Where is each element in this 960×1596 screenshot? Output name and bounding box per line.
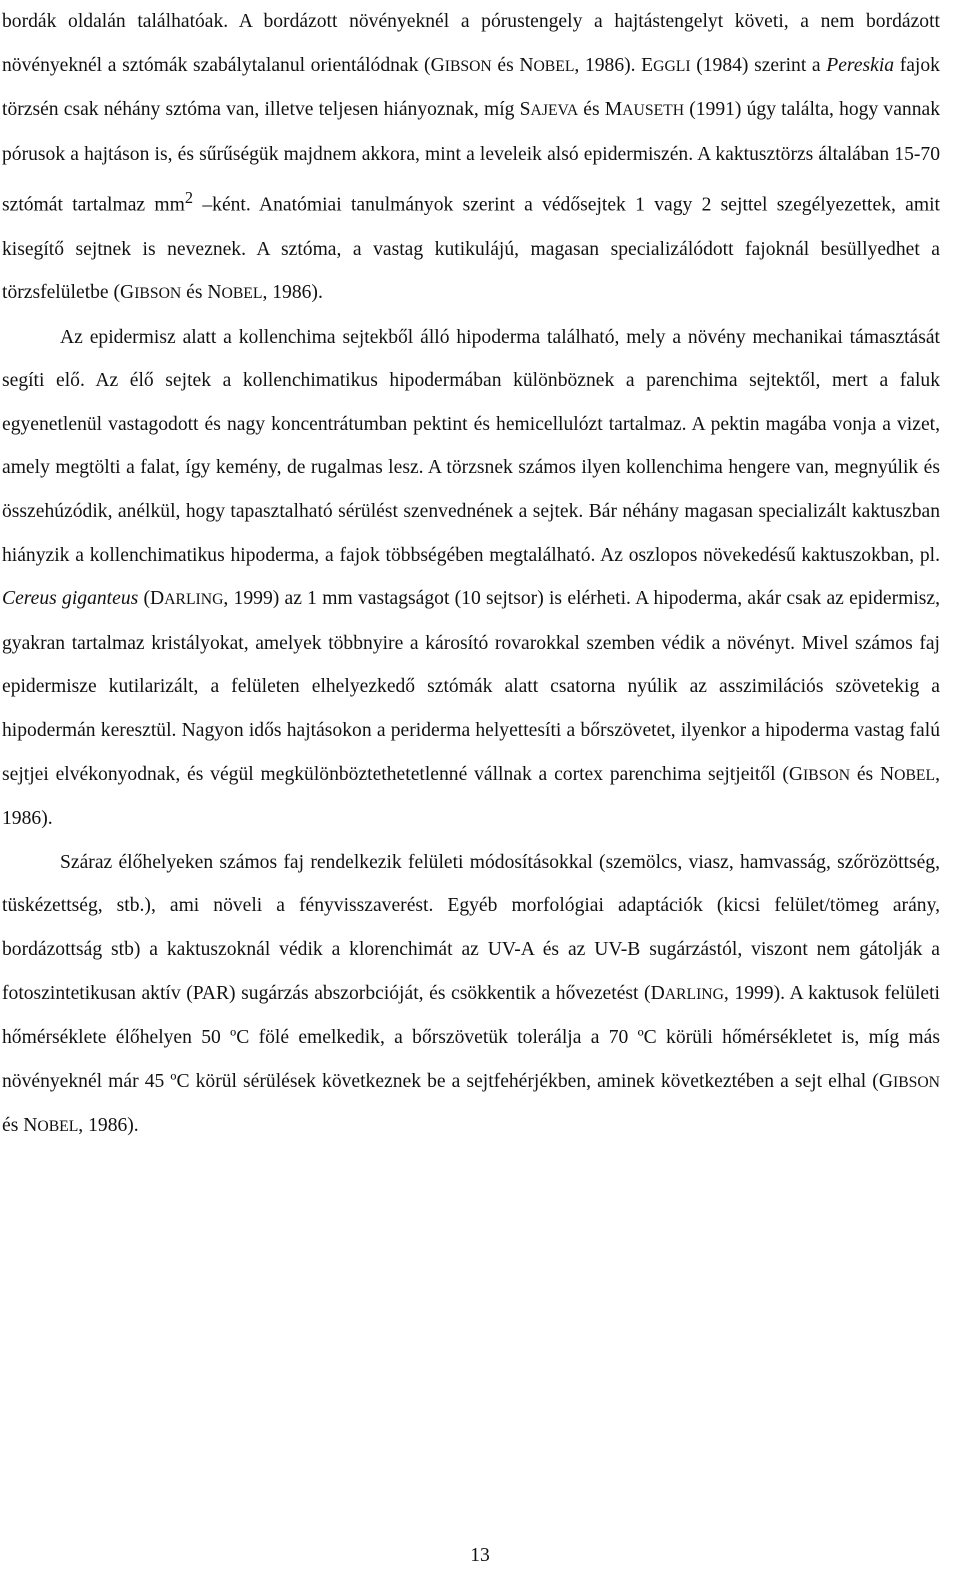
author-name: AUSETH [622,102,685,120]
text-run: , 1986). [2,763,940,830]
text-run: és N [491,54,534,76]
species-name: Cereus giganteus [2,588,139,610]
author-name: OBEL [221,285,263,303]
text-run: Az epidermisz alatt a kollenchima sejtekből álló hipoderma található, mely a növény mechanikai támasztását segíti elő. Az élő sejtek a kollenchimatikus hipodermában különböznek a parenchima sejtektől, mert a faluk egyenetlenül vastagodott és nagy koncentrátumban pektint és hemicellulózt tartalmaz. A pektin magába vonja a vizet, amely megtölti a falat, így kemény, de rugalmas lesz. A törzsnek számos ilyen kollenchima hengere van, megnyúlik és összehúzódik, anélkül, hogy tapasztalható sérülést szenvednének a sejtek. Bár néhány magasan specializált kaktuszban hiányzik a kollenchimatikus hipoderma, a fajok többségében megtalálható. Az oszlopos növekedésű kaktuszokban, pl. [2,326,940,566]
author-name: OBEL [533,57,575,75]
text-run: , 1986). E [574,54,654,76]
text-run: és N [181,282,222,304]
species-name: Pereskia [826,54,895,76]
page-number: 13 [470,1545,490,1566]
text-run: fajok törzsén csak néhány sztóma van, illetve teljesen hiányoznak, míg S [2,54,940,121]
text-run: (1984) szerint a [690,54,827,76]
text-run: (1991) úgy találta, hogy vannak pórusok a hajtáson is, és sűrűségük majdnem akkora, mint a leveleik alsó epidermiszén. A kaktusztörzs általában 15-70 sztómát tartalmaz mm [2,99,941,216]
text-run: , 1999) az 1 mm vastagságot (10 sejtsor) is elérheti. A hipoderma, akár csak az epidermisz, gyakran tartalmaz kristályokat, amelyek többnyire a károsító rovarokkal szemben védik a növényt. Mivel számos faj epidermisze kutilarizált, a felületen elhelyezkedő sztómák alatt csatorna nyúlik az asszimilációs szövetekig a hipodermán keresztül. Nagyon idős hajtásokon a periderma helyettesíti a bőrszövetet, ilyenkor a hipoderma vastag falú sejtjei elvékonyodnak, és végül megkülönböztethetetlenné vállnak a cortex parenchima sejtjeitől (G [2,588,940,785]
text-run: , 1986). [262,282,323,304]
text-run: , 1999). A kaktusok felületi hőmérséklete élőhelyen 50 ºC fölé emelkedik, a bőrszövetük tolerálja a 70 ºC körüli hőmérsékletet is, míg más növényeknél már 45 ºC körül sérülések következnek be a sejtfehérjékben, aminek következtében a sejt elhal (G [2,982,940,1092]
author-name: ARLING [664,985,724,1003]
paragraph-hypoderm [2,316,940,841]
body-text [2,0,940,1149]
author-name: AJEVA [530,102,579,120]
text-run: és M [578,99,623,121]
author-name: IBSON [444,57,492,75]
paragraph-surface-adaptations [2,841,940,1149]
author-name: IBSON [803,766,851,784]
author-name: GGLI [653,57,691,75]
author-name: ARLING [164,591,224,609]
text-run: és N [2,1115,38,1137]
text-run: –ként. Anatómiai tanulmányok szerint a védősejtek 1 vagy 2 sejttel szegélyezettek, amit kisegítő sejtnek is neveznek. A sztóma, a vastag kutikulájú, magasan specializálódott fajoknál besüllyedhet a törzsfelületbe (G [2,194,940,304]
superscript: 2 [184,188,194,208]
text-run: és N [850,763,895,785]
text-run: bordák oldalán találhatóak. A bordázott növényeknél a pórustengely a hajtástengelyt követi, a nem bordázott növényeknél a sztómák szabálytalanul orientálódnak (G [2,11,940,76]
text-run: (D [138,588,165,610]
text-run: Száraz élőhelyeken számos faj rendelkezik felületi módosításokkal (szemölcs, viasz, hamvasság, szőrözöttség, tüskézettség, stb.), ami növeli a fényvisszaverést. Egyéb morfológiai adaptációk (kicsi felület/tömeg arány, bordázottság stb) a kaktuszoknál védik a klorenchimát az UV-A és az UV-B sugárzástól, viszont nem gátolják a fotoszintetikusan aktív (PAR) sugárzás abszorbcióját, és csökkentik a hővezetést (D [2,851,940,1004]
author-name: IBSON [134,285,182,303]
text-run: , 1986). [78,1115,139,1137]
author-name: OBEL [894,766,936,784]
author-name: OBEL [37,1118,79,1136]
author-name: IBSON [892,1073,940,1091]
paragraph-stomata [2,0,940,316]
